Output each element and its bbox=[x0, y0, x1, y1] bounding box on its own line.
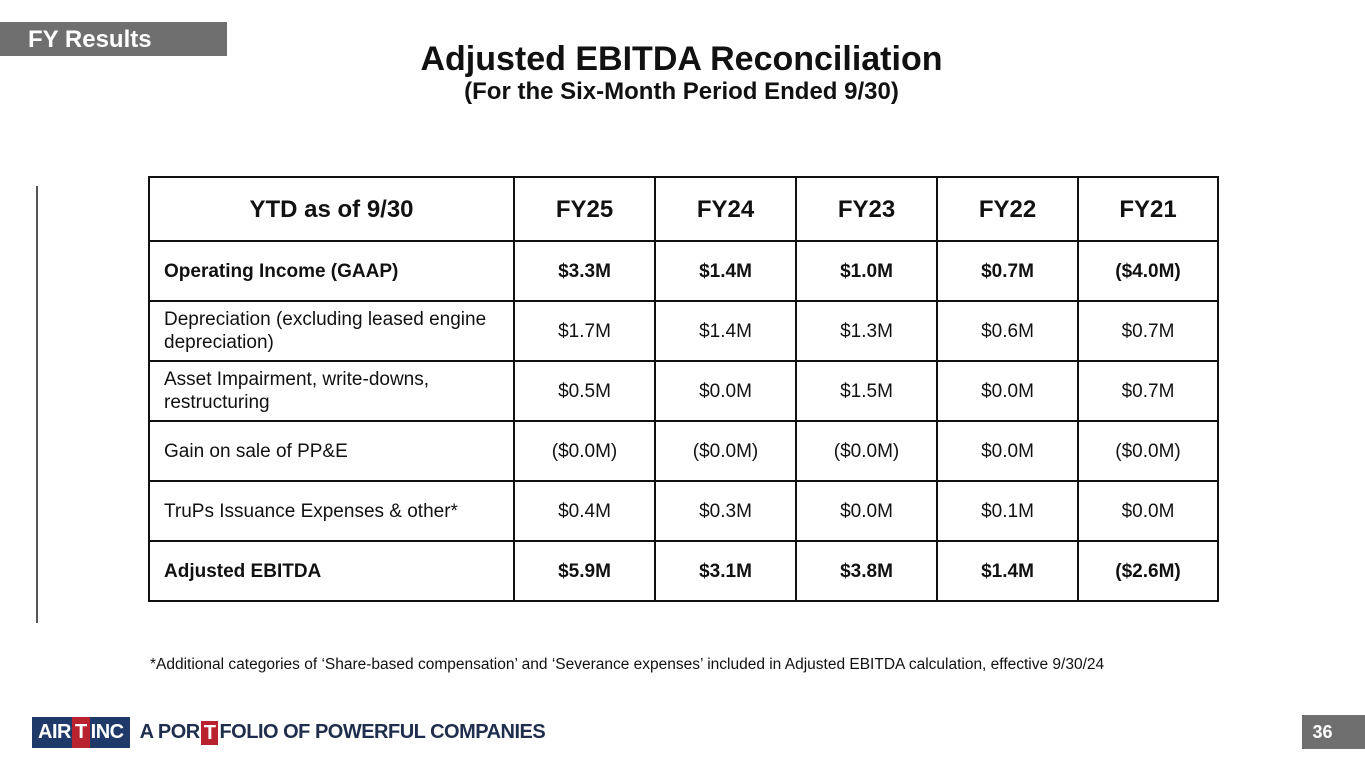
table-cell: $1.7M bbox=[514, 301, 655, 361]
table-cell: ($2.6M) bbox=[1078, 541, 1218, 601]
company-logo bbox=[32, 717, 545, 748]
page-subtitle: (For the Six-Month Period Ended 9/30) bbox=[464, 78, 899, 105]
ebitda-reconciliation-table bbox=[148, 176, 1219, 602]
table-row-depreciation bbox=[149, 301, 1218, 361]
table-cell: $1.0M bbox=[796, 241, 937, 301]
table-row-operating-income bbox=[149, 241, 1218, 301]
table-cell: $5.9M bbox=[514, 541, 655, 601]
header-cell-fy21: FY21 bbox=[1078, 177, 1218, 241]
airt-logo-mark bbox=[32, 717, 130, 748]
table-cell: ($0.0M) bbox=[655, 421, 796, 481]
header-cell-fy25: FY25 bbox=[514, 177, 655, 241]
page-number: 36 bbox=[1302, 715, 1365, 749]
row-label: Asset Impairment, write-downs, restructuring bbox=[149, 361, 514, 421]
table-cell: $0.7M bbox=[1078, 301, 1218, 361]
header-cell-fy24: FY24 bbox=[655, 177, 796, 241]
table-header-row bbox=[149, 177, 1218, 241]
logo-text-inc: INC bbox=[90, 721, 124, 743]
table-cell: $3.8M bbox=[796, 541, 937, 601]
row-label: Operating Income (GAAP) bbox=[149, 241, 514, 301]
table-cell: $0.7M bbox=[1078, 361, 1218, 421]
side-divider bbox=[36, 186, 38, 623]
table-cell: ($0.0M) bbox=[514, 421, 655, 481]
table-cell: $0.7M bbox=[937, 241, 1078, 301]
table-cell: $0.6M bbox=[937, 301, 1078, 361]
table-cell: $0.0M bbox=[937, 421, 1078, 481]
section-tag: FY Results bbox=[0, 22, 227, 56]
logo-text-air: AIR bbox=[38, 721, 71, 743]
table-cell: $1.4M bbox=[655, 301, 796, 361]
header-cell-period: YTD as of 9/30 bbox=[149, 177, 514, 241]
table-cell: ($4.0M) bbox=[1078, 241, 1218, 301]
row-label: Adjusted EBITDA bbox=[149, 541, 514, 601]
tagline-part-b: FOLIO OF POWERFUL COMPANIES bbox=[219, 721, 546, 743]
table-cell: $3.3M bbox=[514, 241, 655, 301]
logo-tagline bbox=[140, 717, 546, 748]
page-title: Adjusted EBITDA Reconciliation bbox=[420, 40, 943, 78]
tagline-part-t: T bbox=[201, 721, 219, 745]
tagline-part-a: A POR bbox=[139, 721, 200, 743]
table-cell: $0.3M bbox=[655, 481, 796, 541]
table-row-gain-on-sale bbox=[149, 421, 1218, 481]
header-cell-fy22: FY22 bbox=[937, 177, 1078, 241]
table-cell: ($0.0M) bbox=[796, 421, 937, 481]
row-label: Gain on sale of PP&E bbox=[149, 421, 514, 481]
table-cell: $3.1M bbox=[655, 541, 796, 601]
table-cell: $1.4M bbox=[937, 541, 1078, 601]
row-label: Depreciation (excluding leased engine depreciation) bbox=[149, 301, 514, 361]
footnote: *Additional categories of ‘Share-based compensation’ and ‘Severance expenses’ included in Adjusted EBITDA calculation, effective 9/30/24 bbox=[150, 656, 1105, 673]
table-cell: ($0.0M) bbox=[1078, 421, 1218, 481]
table-row-adjusted-ebitda bbox=[149, 541, 1218, 601]
table-cell: $0.1M bbox=[937, 481, 1078, 541]
table-row-trups-expenses bbox=[149, 481, 1218, 541]
table-cell: $1.5M bbox=[796, 361, 937, 421]
table-cell: $1.4M bbox=[655, 241, 796, 301]
table-cell: $0.0M bbox=[655, 361, 796, 421]
logo-text-t: T bbox=[72, 717, 90, 748]
header-cell-fy23: FY23 bbox=[796, 177, 937, 241]
table-row-asset-impairment bbox=[149, 361, 1218, 421]
table-cell: $0.0M bbox=[796, 481, 937, 541]
table-cell: $0.4M bbox=[514, 481, 655, 541]
table-cell: $0.5M bbox=[514, 361, 655, 421]
row-label: TruPs Issuance Expenses & other* bbox=[149, 481, 514, 541]
table-cell: $0.0M bbox=[937, 361, 1078, 421]
table-cell: $0.0M bbox=[1078, 481, 1218, 541]
table-cell: $1.3M bbox=[796, 301, 937, 361]
